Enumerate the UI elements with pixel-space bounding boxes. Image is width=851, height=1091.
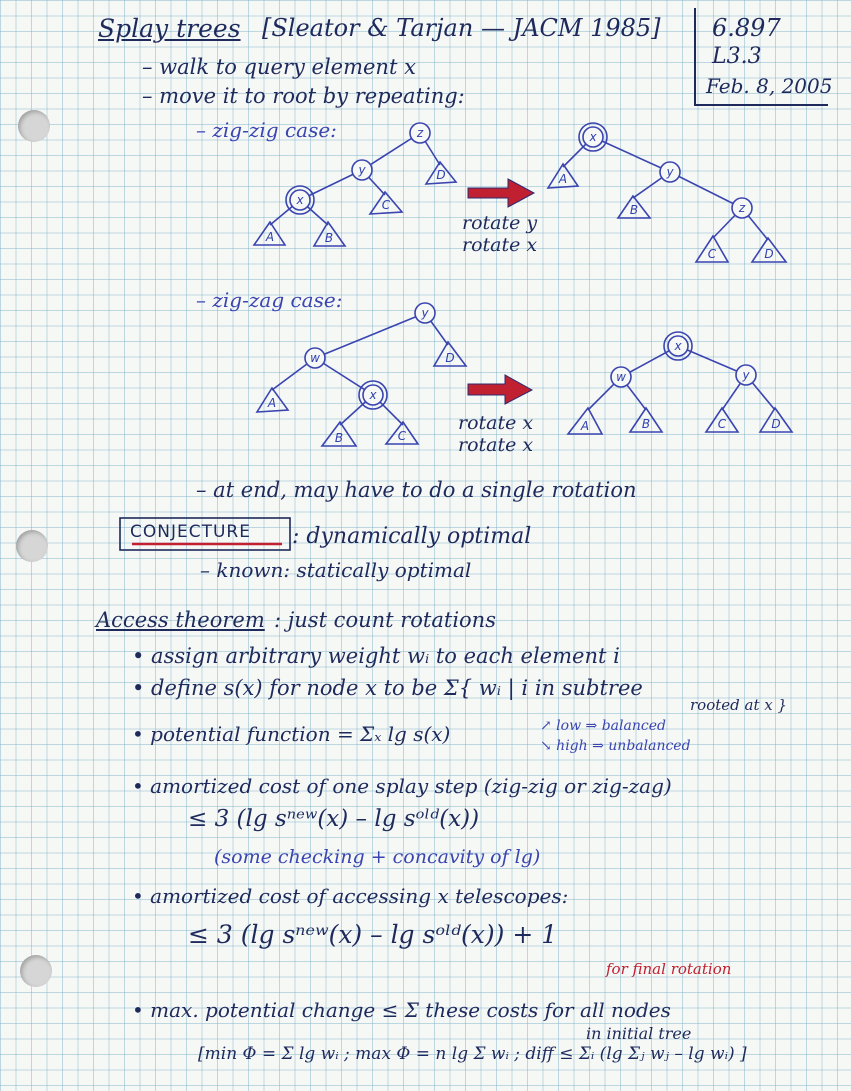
intro-line-2: – move it to root by repeating:: [142, 84, 465, 108]
subtree-label: D: [436, 168, 446, 182]
max-potential-formula: [min Φ = Σ lg wᵢ ; max Φ = n lg Σ wᵢ ; diff ≤ Σᵢ (lg Σⱼ wⱼ – lg wᵢ) ]: [198, 1044, 747, 1064]
node-label: z: [738, 201, 746, 215]
zigzag-op-1: rotate x: [458, 412, 534, 434]
zigzig-op-1: rotate y: [462, 212, 538, 234]
lecture-date: Feb. 8, 2005: [706, 74, 833, 98]
rotation-arrow-icon: [468, 179, 534, 404]
intro-line-1: – walk to query element x: [142, 55, 416, 79]
potential-low-note: ↗ low ⇒ balanced: [540, 718, 666, 734]
conjecture-known: – known: statically optimal: [200, 558, 472, 582]
node-label: w: [616, 370, 626, 384]
conjecture-text: : dynamically optimal: [292, 524, 532, 549]
bullet-assign-weight: • assign arbitrary weight wᵢ to each element i: [132, 644, 620, 668]
subtree-label: B: [334, 431, 344, 445]
telescopes-note: for final rotation: [606, 960, 732, 978]
subtree-label: A: [265, 230, 275, 244]
subtree-label: C: [707, 247, 717, 261]
subtree-label: D: [445, 351, 455, 365]
bullet-amortized-step: • amortized cost of one splay step (zig-zig or zig-zag): [132, 774, 672, 798]
citation: [Sleator & Tarjan — JACM 1985]: [262, 14, 661, 42]
bullet-max-potential: • max. potential change ≤ Σ these costs for all nodes: [132, 998, 671, 1022]
node-label: y: [742, 368, 750, 382]
zigzig-label: – zig-zig case:: [196, 118, 337, 142]
node-labels: [295, 126, 750, 402]
bullet-potential: • potential function = Σₓ lg s(x): [132, 722, 451, 746]
subtree-label: A: [580, 419, 590, 433]
subtree-label: D: [764, 247, 774, 261]
subtree-label: C: [717, 417, 727, 431]
bullet-define-size: • define s(x) for node x to be Σ{ wᵢ | i in subtree: [132, 676, 643, 700]
access-subtitle: : just count rotations: [274, 608, 496, 632]
amortized-step-formula: ≤ 3 (lg sⁿᵉʷ(x) – lg sᵒˡᵈ(x)): [188, 806, 480, 832]
potential-high-note: ↘ high ⇒ unbalanced: [540, 738, 691, 754]
node-label: y: [358, 163, 366, 177]
subtree-label: A: [558, 172, 568, 186]
node-label: y: [421, 306, 429, 320]
bullet-telescopes: • amortized cost of accessing x telescopes:: [132, 884, 569, 908]
subtree-label: B: [629, 203, 639, 217]
node-label: x: [589, 130, 597, 144]
end-note: – at end, may have to do a single rotation: [196, 478, 637, 502]
bullet-define-size-note: rooted at x }: [690, 696, 788, 714]
amortized-step-note: (some checking + concavity of lg): [214, 846, 541, 868]
subtree-label: C: [397, 429, 407, 443]
node-label: y: [666, 165, 674, 179]
node-label: z: [416, 126, 424, 140]
node-label: x: [674, 339, 682, 353]
page-title: Splay trees: [98, 14, 241, 43]
subtree-label: A: [267, 396, 277, 410]
subtree-label: B: [641, 417, 651, 431]
course-number: 6.897: [712, 14, 781, 42]
node-label: x: [296, 193, 304, 207]
subtree-label: B: [324, 231, 334, 245]
conjecture-label: CONJECTURE: [130, 522, 251, 542]
access-title: Access theorem: [96, 608, 265, 632]
zigzig-op-2: rotate x: [462, 234, 538, 256]
node-label: x: [369, 388, 377, 402]
subtree-labels: [265, 168, 781, 445]
subtree-label: D: [771, 417, 781, 431]
zigzag-label: – zig-zag case:: [196, 288, 343, 312]
lecture-number: L3.3: [712, 44, 762, 69]
zigzag-op-2: rotate x: [458, 434, 534, 456]
subtree-label: C: [381, 198, 391, 212]
node-label: w: [310, 351, 320, 365]
max-potential-note: in initial tree: [586, 1024, 692, 1043]
telescopes-formula: ≤ 3 (lg sⁿᵉʷ(x) – lg sᵒˡᵈ(x)) + 1: [188, 920, 558, 949]
